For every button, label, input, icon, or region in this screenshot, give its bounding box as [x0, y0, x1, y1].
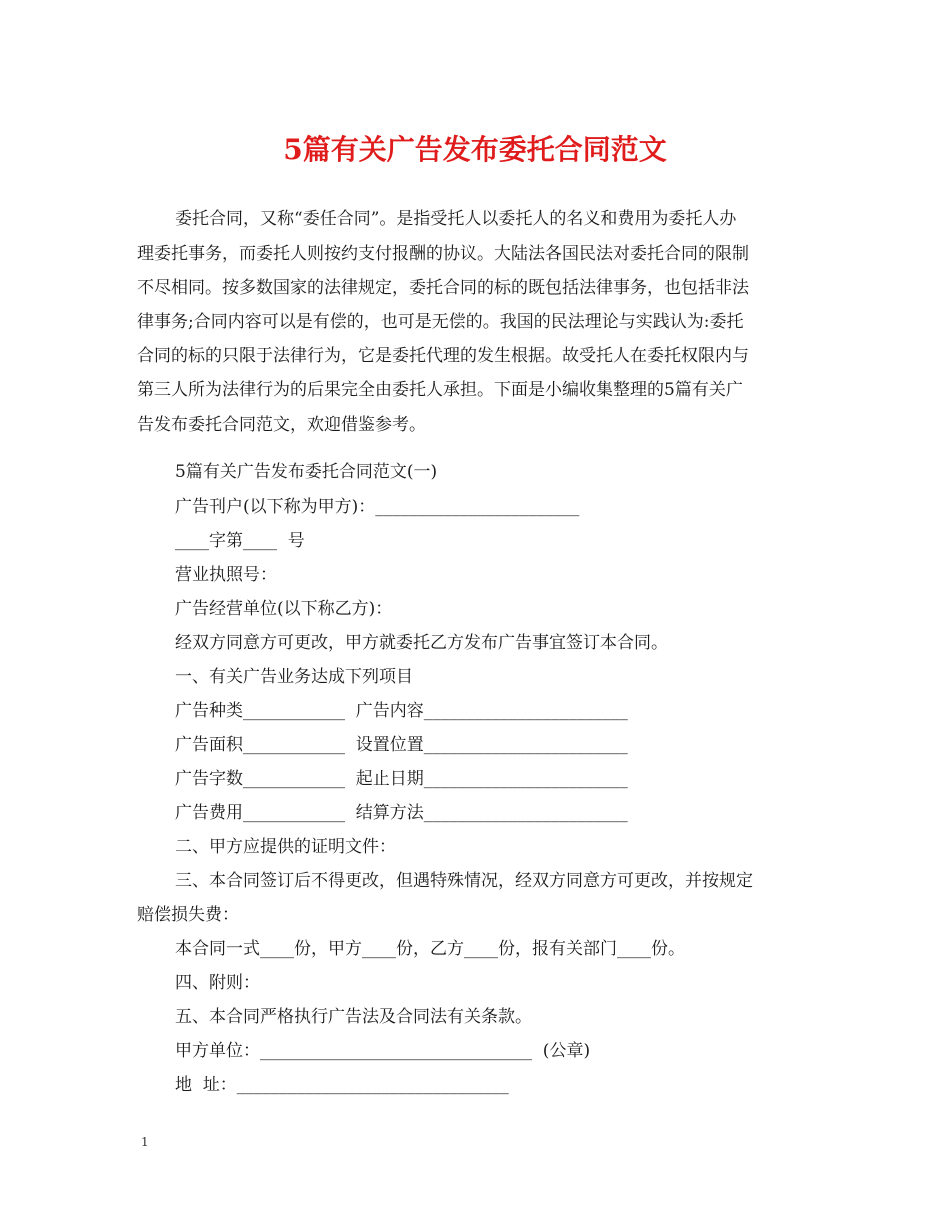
- intro-line: 合同的标的只限于法律行为，它是委托代理的发生根据。故受托人在委托权限内与: [137, 346, 749, 366]
- contract-clause: 经双方同意方可更改，甲方就委托乙方发布广告事宜签订本合同。: [175, 633, 668, 653]
- page-number: 1: [141, 1135, 149, 1149]
- contract-clause: 本合同一式____份，甲方____份，乙方____份，报有关部门____份。: [175, 939, 685, 959]
- contract-field: 甲方单位：________________________________ (公章): [175, 1041, 591, 1061]
- contract-field: 广告费用____________ 结算方法________________________: [175, 803, 628, 823]
- contract-clause: 四、附则：: [175, 973, 260, 993]
- intro-line: 理委托事务，而委托人则按约支付报酬的协议。大陆法各国民法对委托合同的限制: [137, 244, 749, 264]
- contract-field: 广告种类____________ 广告内容________________________: [175, 701, 628, 721]
- contract-clause: 三、本合同签订后不得更改，但遇特殊情况，经双方同意方可更改，并按规定: [175, 871, 753, 891]
- contract-field: 广告刊户(以下称为甲方)：________________________: [175, 497, 580, 517]
- contract-clause: 赔偿损失费：: [137, 905, 239, 925]
- contract-field: 地 址：________________________________: [175, 1075, 509, 1095]
- page-title: 5篇有关广告发布委托合同范文: [283, 133, 667, 166]
- contract-field: 营业执照号：: [175, 565, 277, 585]
- contract-field: ____字第____ 号: [175, 531, 305, 551]
- intro-line: 第三人所为法律行为的后果完全由委托人承担。下面是小编收集整理的5篇有关广: [137, 380, 743, 400]
- intro-line: 告发布委托合同范文，欢迎借鉴参考。: [137, 415, 426, 435]
- contract-clause: 五、本合同严格执行广告法及合同法有关条款。: [175, 1007, 532, 1027]
- contract-clause: 二、甲方应提供的证明文件：: [175, 837, 396, 857]
- contract-field: 广告经营单位(以下称乙方)：: [175, 599, 393, 619]
- intro-line: 委托合同，又称“委任合同”。是指受托人以委托人的名义和费用为委托人办: [175, 209, 737, 229]
- intro-line: 律事务;合同内容可以是有偿的，也可是无偿的。我国的民法理论与实践认为:委托: [137, 312, 744, 332]
- section-heading: 5篇有关广告发布委托合同范文(一): [175, 462, 438, 482]
- intro-line: 不尽相同。按多数国家的法律规定，委托合同的标的既包括法律事务，也包括非法: [137, 278, 749, 298]
- contract-clause: 一、有关广告业务达成下列项目: [175, 667, 413, 687]
- contract-field: 广告字数____________ 起止日期________________________: [175, 769, 628, 789]
- contract-field: 广告面积____________ 设置位置________________________: [175, 735, 628, 755]
